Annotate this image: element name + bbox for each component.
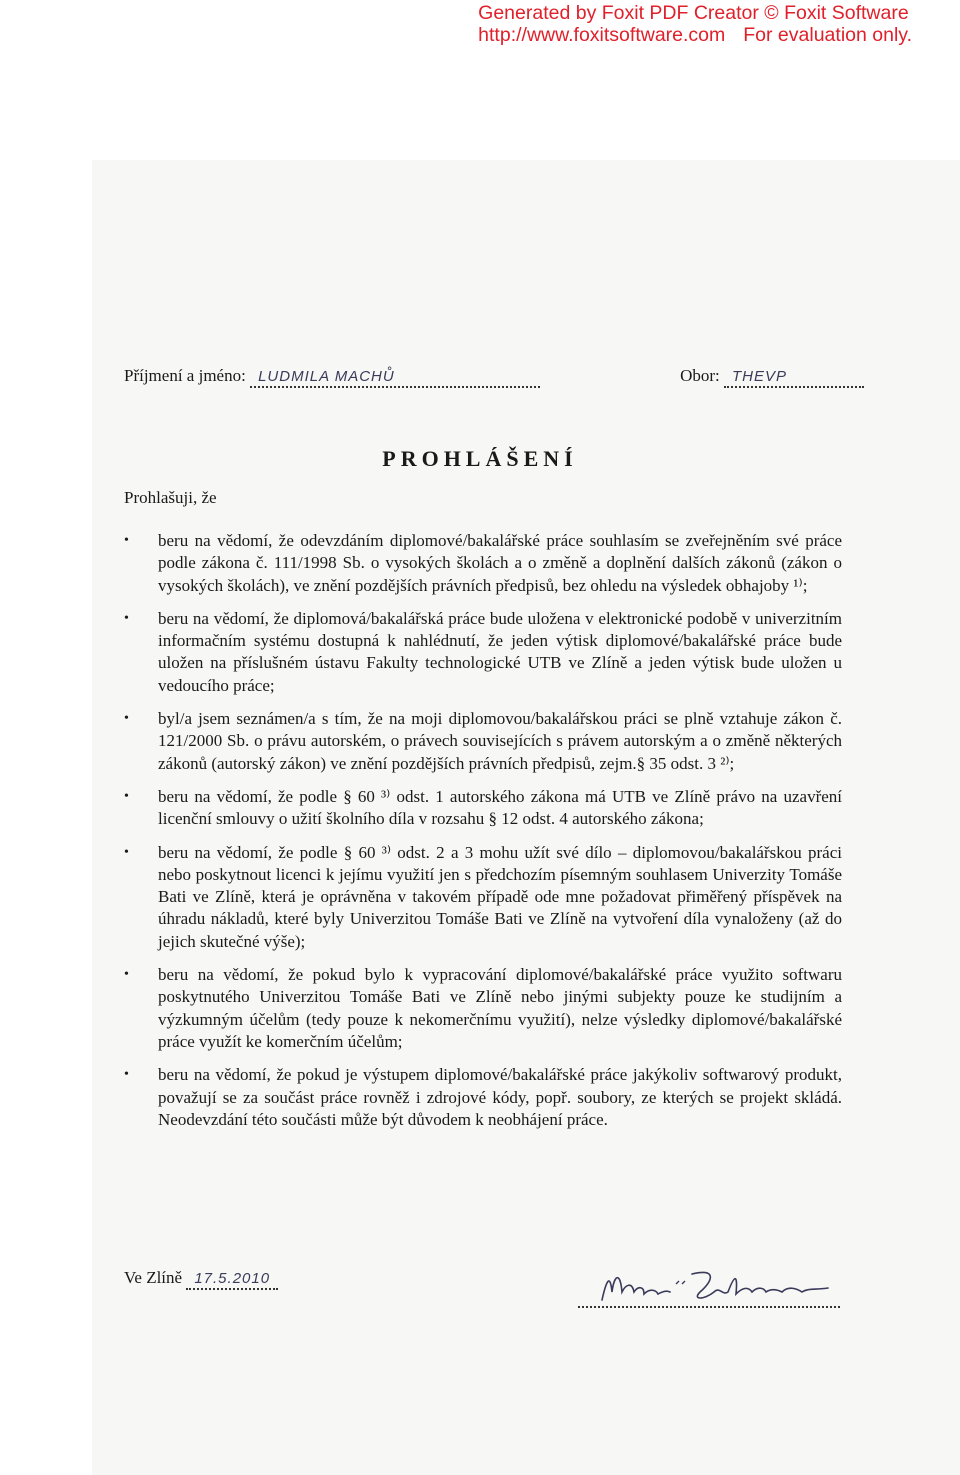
list-item: • beru na vědomí, že odevzdáním diplomové/bakalářské práce souhlasím se zveřejněním své práce podle zákona č. 111/1998 Sb. o vysokých školách a o změně a doplnění dalších zákonů (zákon o vysokých školách), ve znění pozdějších právních předpisů, bez ohledu na výsledek obhajoby ¹⁾; — [124, 530, 842, 597]
list-item: • beru na vědomí, že podle § 60 ³⁾ odst. 2 a 3 mohu užít své dílo – diplomovou/bakalářskou práci nebo poskytnout licenci k jejímu využití jen s předchozím písemným souhlasem Univerzity Tomáše Bati ve Zlíně, která je oprávněna v takovém případě ode mne požadovat přiměřený příspěvek na úhradu nákladů, které byly Univerzitou Tomáše Bati ve Zlíně na vytvoření díla vynaloženy (až do jejich skutečné výše); — [124, 842, 842, 953]
name-label: Příjmení a jméno: — [124, 366, 246, 385]
place-date — [124, 1268, 278, 1290]
name-dotted-line — [250, 366, 540, 388]
signature-block — [124, 1268, 840, 1308]
list-item: • beru na vědomí, že podle § 60 ³⁾ odst. 1 autorského zákona má UTB ve Zlíně právo na uzavření licenční smlouvy o užití školního díla v rozsahu § 12 odst. 4 autorského zákona; — [124, 786, 842, 831]
date-handwritten: 17.5.2010 — [194, 1270, 271, 1287]
watermark-note: For evaluation only. — [743, 24, 912, 46]
name-handwritten: LUDMILA MACHŮ — [258, 368, 395, 385]
field-label: Obor: — [680, 366, 720, 385]
watermark-url: http://www.foxitsoftware.com — [478, 24, 726, 46]
pdf-watermark — [478, 2, 912, 46]
header-line — [124, 366, 864, 394]
place-label: Ve Zlíně — [124, 1268, 183, 1287]
field-of-study — [680, 366, 864, 388]
field-dotted-line — [724, 366, 864, 388]
field-handwritten: THEVP — [732, 368, 788, 385]
name-field — [124, 366, 540, 388]
declaration-list — [124, 530, 842, 1142]
document-title: PROHLÁŠENÍ — [382, 446, 578, 471]
intro-text: Prohlašuji, že — [124, 488, 217, 507]
list-item: • beru na vědomí, že diplomová/bakalářská práce bude uložena v elektronické podobě v univerzitním informačním systému dostupná k nahlédnutí, že jeden výtisk diplomové/bakalářské práce bude uložen na příslušném ústavu Fakulty technologické UTB ve Zlíně a jeden výtisk bude uložen u vedoucího práce; — [124, 608, 842, 697]
watermark-line1: Generated by Foxit PDF Creator © Foxit Software — [478, 2, 909, 24]
date-dotted-line — [186, 1268, 278, 1290]
list-item: • beru na vědomí, že pokud bylo k vypracování diplomové/bakalářské práce využito softwaru poskytnutého Univerzitou Tomáše Bati ve Zlíně nebo jinými subjekty pouze ke studijním a výzkumným účelům (tedy pouze k nekomerčnímu využití), nelze výsledky diplomové/bakalářské práce využít ke komerčním účelům; — [124, 964, 842, 1053]
signature-line — [578, 1290, 840, 1308]
list-item: • byl/a jsem seznámen/a s tím, že na moji diplomovou/bakalářskou práci se plně vztahuje zákon č. 121/2000 Sb. o právu autorském, o právech souvisejících s právem autorským a o změně některých zákonů (autorský zákon) ve znění pozdějších právních předpisů, zejm.§ 35 odst. 3 ²⁾; — [124, 708, 842, 775]
list-item: • beru na vědomí, že pokud je výstupem diplomové/bakalářské práce jakýkoliv softwarový produkt, považují se za součást práce rovněž i zdrojové kódy, popř. soubory, ze kterých se projekt skládá. Neodevzdání této součásti může být důvodem k neobhájení práce. — [124, 1064, 842, 1131]
handwritten-signature — [596, 1262, 836, 1308]
